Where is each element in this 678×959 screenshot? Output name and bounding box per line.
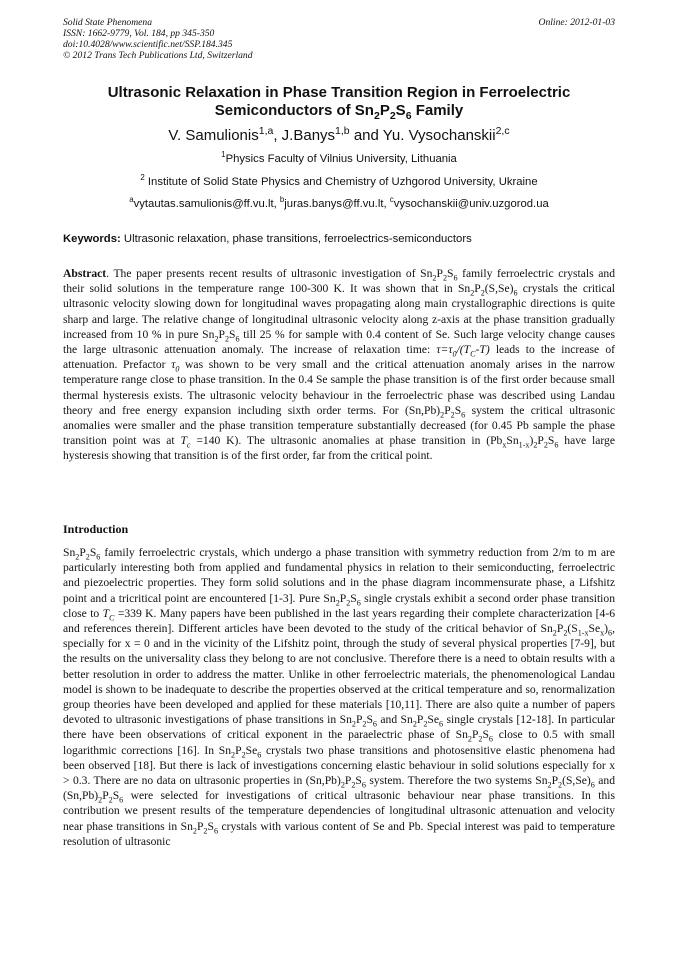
online-date: Online: 2012-01-03 [538, 17, 615, 28]
authors: V. Samulionis$^{1,a}$, J.Banys$^{1,b}$ and Yu. Vysochanskii$^{2,c}$ [168, 125, 510, 144]
keywords: Keywords: Ultrasonic relaxation, phase transitions, ferroelectrics-semiconductors [63, 233, 472, 245]
affiliation-1: $^1$Physics Faculty of Vilnius University, Lithuania [221, 150, 457, 165]
introduction-heading: Introduction [63, 522, 129, 536]
journal-name: Solid State Phenomena [63, 17, 152, 28]
doi: doi:10.4028/www.scientific.net/SSP.184.345 [63, 39, 233, 50]
affiliation-2: $^2$ Institute of Solid State Physics and Chemistry of Uzhgorod University, Ukraine [140, 173, 538, 188]
title-line-2: Semiconductors of $Sn_2P_2S_6$ Family [214, 102, 464, 122]
issn: ISSN: 1662-9779, Vol. 184, pp 345-350 [63, 28, 215, 39]
introduction-text: $Sn_2P_2S_6$ family ferroelectric crystals, which undergo a phase transition with symmetry reduction from 2/m to m are particularly interesting both from applied and fundamental physics in relation to their semiconducting, ferroelectric and piezoelectric properties. They form solid solutions and in the phase diagram incommensurate phase, a Lifshitz point and a tricritical point are encountered [1-3]. Pure $Sn_2P_2S_6$ single crystals exhibit a second order phase transition close to $T_C =339$ K. Many papers have been published in the last years regarding their complete characterization [4-6 and references therein]. Different articles have been devoted to the study of the critical behavior of $Sn_2P_2(S_{1-x}Se_x)_6$, specially for x = 0 and in the vicinity of the Lifshitz point, through the study of several physical properties [7-9], but the results on the universality class they belong to are not conclusive. Therefore there is a need to obtain results with a better resolution in order to address the matter. Unlike in other ferroelectric materials, the phenomenological Landau model is shown to be inadequate to describe the properties observed at the critical temperature and so, renormalization group theories have been developed and applied for these materials [10,11]. There are also quite a number of papers devoted to ultrasonic investigations of phase transitions in $Sn_2P_2S_6$ and $Sn_2P_2Se_6$ single crystals [12-18]. In particular there have been observations of critical exponent in the paraelectric phase of $Sn_2P_2S_6$ close to 0.5 with small logarithmic corrections [16]. In $Sn_2P_2Se_6$ crystals two phase transitions and photosensitive elastic phenomena had been observed [18]. But there is lack of investigations concerning elastic behaviour in solid solutions especially for x > 0.3. There are no data on ultrasonic properties in $(Sn,Pb)_2P_2S_6$ system. Therefore the two systems $Sn_2P_2(S,Se)_6$ and $(Sn,Pb)_2P_2S_6$ were selected for investigations of critical ultrasonic behaviour near phase transitions. In this contribution we present results of the temperature dependencies of longitudinal ultrasonic attenuation and velocity near phase transitions in $Sn_2P_2S_6$ crystals with various content of Se and Pb. Special interest was paid to temperature resolution of ultrasonic [63, 546, 616, 848]
paper-title [60, 84, 618, 120]
title-line-1: Ultrasonic Relaxation in Phase Transition Region in Ferroelectric [107, 84, 571, 101]
emails: $^a$vytautas.samulionis@ff.vu.lt, $^b$juras.banys@ff.vu.lt, $^c$vysochanskii@univ.uzgorod.ua [129, 195, 549, 210]
journal-meta [63, 17, 253, 61]
copyright: © 2012 Trans Tech Publications Ltd, Switzerland [63, 50, 253, 61]
abstract: Abstract. The paper presents recent results of ultrasonic investigation of $Sn_2P_2S_6$ family ferroelectric crystals and their solid solutions in the temperature range 100-300 K. It was shown that in $Sn_2P_2(S,Se)_6$ crystals the critical ultrasonic velocity slowing down for longitudinal waves propagating along main crystallographic directions is quite sharp and large. The relative change of longitudinal ultrasonic velocity along z-axis at the phase transition gradually increased from 10 % in pure $Sn_2P_2S_6$ till 25 % for sample with 0.4 content of Se. Such large velocity change causes the large ultrasonic attenuation anomaly. The increase of relaxation time: $\tau=\tau_0/(T_C-T)$ leads to the increase of attenuation. Prefactor $\tau_0$ was shown to be very small and the critical attenuation anomaly arises in the narrow temperature range close to phase transition. In the 0.4 Se sample the phase transition is of the first order because small thermal hysteresis exists. The ultrasonic velocity behaviour in the ferroelectric phase was described using Landau theory and free energy expansion including sixth order terms. For $(Sn,Pb)_2P_2S_6$ system the critical ultrasonic anomalies were smaller and the phase transition temperature substantially decreased (for 0.45 Pb sample the phase transition point was at $T_c =140$ K). The ultrasonic anomalies at phase transition in $(Pb_xSn_{1-x})_2P_2S_6$ have large hysteresis showing that transition is of the first order, far from the critical point. [63, 267, 616, 463]
